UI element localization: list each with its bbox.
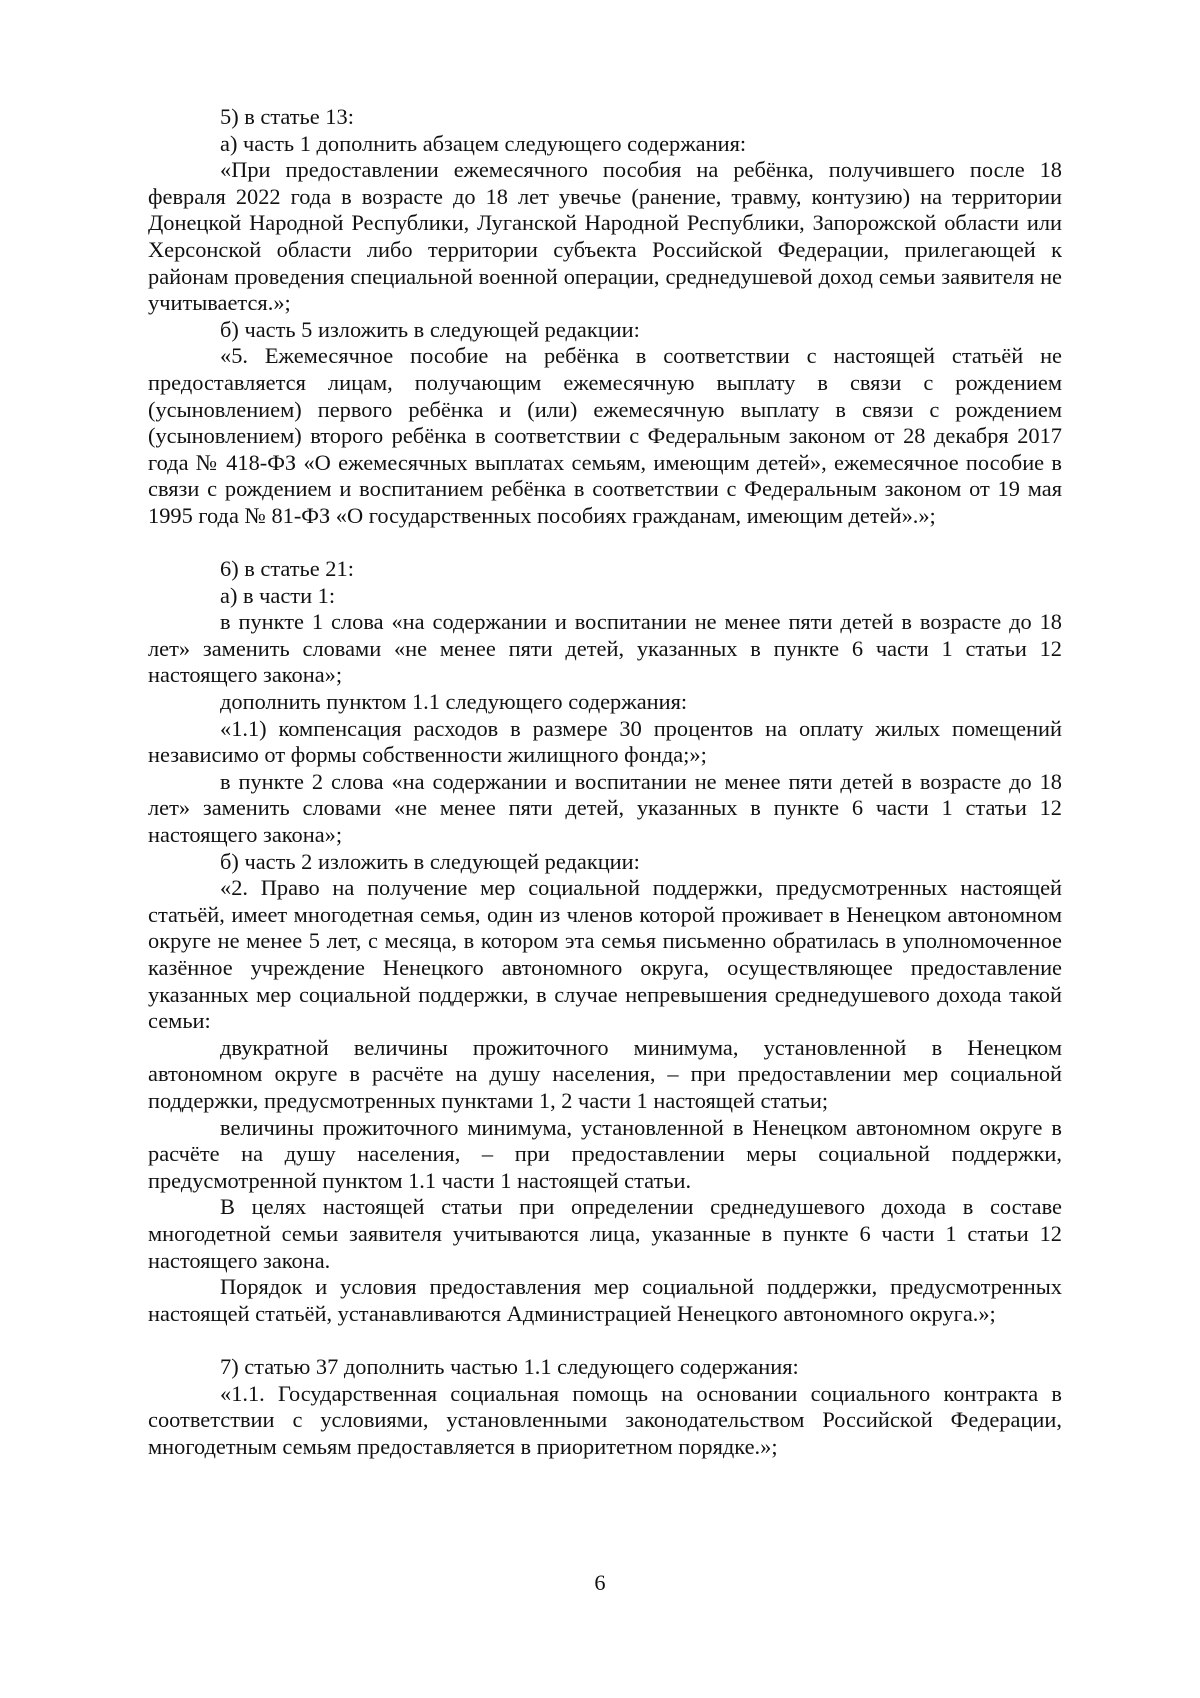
paragraph-subitem-b-part5: б) часть 5 изложить в следующей редакции: — [220, 316, 640, 342]
paragraph-procedure: Порядок и условия предоставления мер социальной поддержки, предусмотренных настоящей статьёй, устанавливаются Администрацией Ненецкого автономного округа.»; — [148, 1274, 1062, 1326]
paragraph-add-point-1-1: дополнить пунктом 1.1 следующего содержания: — [220, 689, 688, 715]
paragraph-item-5-heading: 5) в статье 13: — [220, 104, 354, 129]
paragraph-quote-part2: «2. Право на получение мер социальной поддержки, предусмотренных настоящей статьёй, имеет многодетная семья, один из членов которой проживает в Ненецком автономном округе не менее 5 лет, с месяца, в котором эта семья письменно обратилась в уполномоченное казённое учреждение Ненецкого автономного округа, осуществляющее предоставление указанных мер социальной поддержки, в случае непревышения среднедушевого дохода такой семьи: — [148, 875, 1062, 1034]
paragraph-point2-replace: в пункте 2 слова «на содержании и воспитании не менее пяти детей в возрасте до 18 лет» заменить словами «не менее пяти детей, указанных в пункте 6 части 1 статьи 12 настоящего закона»; — [148, 768, 1062, 848]
paragraph-item-7-heading: 7) статью 37 дополнить частью 1.1 следующего содержания: — [220, 1353, 799, 1379]
paragraph-double-minimum: двукратной величины прожиточного минимума, установленной в Ненецком автономном округе в расчёте на душу населения, – при предоставлении мер социальной поддержки, предусмотренных пунктами 1, 2 части 1 настоящей статьи; — [148, 1034, 1062, 1113]
paragraph-subitem-b-part2: б) часть 2 изложить в следующей редакции: — [220, 848, 640, 874]
paragraph-subitem-a-part1: а) часть 1 дополнить абзацем следующего содержания: — [220, 130, 747, 156]
paragraph-quote-benefit-injury: «При предоставлении ежемесячного пособия на ребёнка, получившего после 18 февраля 2022 года в возрасте до 18 лет увечье (ранение, травму, контузию) на территории Донецкой Народной Республики, Луганской Народной Республики, Запорожской области или Херсонской области либо территории субъекта Российской Федерации, прилегающей к районам проведения специальной военной операции, среднедушевой доход семьи заявителя не учитывается.»; — [148, 157, 1062, 316]
document-body — [148, 104, 1062, 1460]
paragraph-gap — [148, 530, 1062, 557]
page-number: 6 — [594, 1570, 606, 1595]
paragraph-quote-part5: «5. Ежемесячное пособие на ребёнка в соответствии с настоящей статьёй не предоставляется лицам, получающим ежемесячную выплату в связи с рождением (усыновлением) первого ребёнка и (или) ежемесячную выплату в связи с рождением (усыновлением) второго ребёнка в соответствии с Федеральным законом от 28 декабря 2017 года № 418-ФЗ «О ежемесячных выплатах семьям, имеющим детей», ежемесячное пособие в связи с рождением и воспитанием ребёнка в соответствии с Федеральным законом от 19 мая 1995 года № 81-ФЗ «О государственных пособиях гражданам, имеющим детей».»; — [148, 343, 1062, 528]
paragraph-quote-part-1-1: «1.1. Государственная социальная помощь на основании социального контракта в соответствии с условиями, установленными законодательством Российской Федерации, многодетным семьям предоставляется в приоритетном порядке.»; — [148, 1380, 1062, 1459]
paragraph-point1-replace: в пункте 1 слова «на содержании и воспитании не менее пяти детей в возрасте до 18 лет» заменить словами «не менее пяти детей, указанных в пункте 6 части 1 статьи 12 настоящего закона»; — [148, 609, 1062, 688]
paragraph-gap — [148, 1327, 1062, 1354]
paragraph-income-calculation: В целях настоящей статьи при определении среднедушевого дохода в составе многодетной семьи заявителя учитываются лица, указанные в пункте 6 части 1 статьи 12 настоящего закона. — [148, 1194, 1062, 1273]
paragraph-subitem-a-part1-art21: а) в части 1: — [220, 582, 336, 608]
paragraph-item-6-heading: 6) в статье 21: — [220, 556, 354, 582]
paragraph-quote-point-1-1: «1.1) компенсация расходов в размере 30 процентов на оплату жилых помещений независимо от формы собственности жилищного фонда;»; — [148, 715, 1062, 768]
paragraph-single-minimum: величины прожиточного минимума, установленной в Ненецком автономном округе в расчёте на душу населения, – при предоставлении меры социальной поддержки, предусмотренной пунктом 1.1 части 1 настоящей статьи. — [148, 1114, 1062, 1193]
